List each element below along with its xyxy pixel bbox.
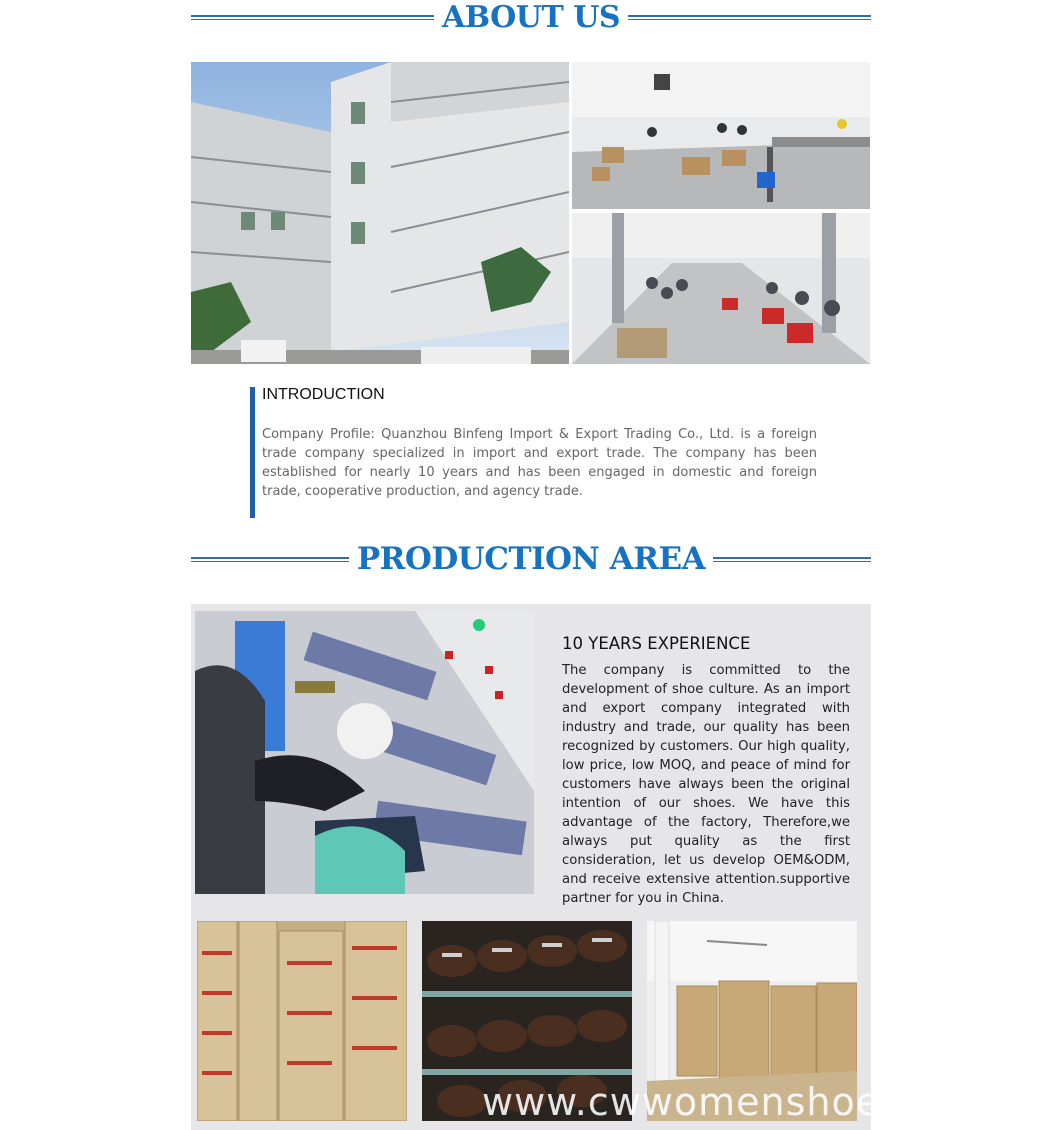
introduction-title: INTRODUCTION: [262, 386, 385, 403]
heading-rule-left: [191, 15, 434, 20]
heading-rule-right: [628, 15, 871, 20]
shoe-machine-photo: [195, 611, 534, 894]
about-us-heading-row: [191, 0, 871, 34]
experience-body: The company is committed to the development of shoe culture. As an import and export company integrated with industry and trade, our quality has been recognized by customers. Our high quality, low price, low MOQ, and peace of mind for customers have always been the original intention of our shoes. We have this advantage of the factory, Therefore,we always put quality as the first consideration, let us develop OEM&ODM, and receive extensive attention.supportive partner for you in China.: [562, 663, 850, 906]
production-area-heading: PRODUCTION AREA: [356, 541, 706, 577]
intro-accent-bar: [250, 387, 255, 518]
factory-building-photo: [191, 62, 569, 364]
experience-title: 10 YEARS EXPERIENCE: [562, 634, 751, 653]
website-watermark: www.cwwomenshoes.com: [482, 1080, 999, 1124]
shoe-boxes-photo: [197, 921, 407, 1121]
heading-rule-left: [191, 557, 349, 562]
workshop-photo-top: [572, 62, 870, 209]
workshop-photo-bottom: [572, 213, 870, 364]
about-us-heading: ABOUT US: [441, 0, 621, 35]
introduction-body: Company Profile: Quanzhou Binfeng Import & Export Trading Co., Ltd. is a foreign trade company specialized in import and export trade. The company has been established for nearly 10 years and has been engaged in domestic and foreign trade, cooperative production, and agency trade.: [262, 427, 817, 499]
production-area-heading-row: [191, 541, 871, 577]
heading-rule-right: [713, 557, 871, 562]
